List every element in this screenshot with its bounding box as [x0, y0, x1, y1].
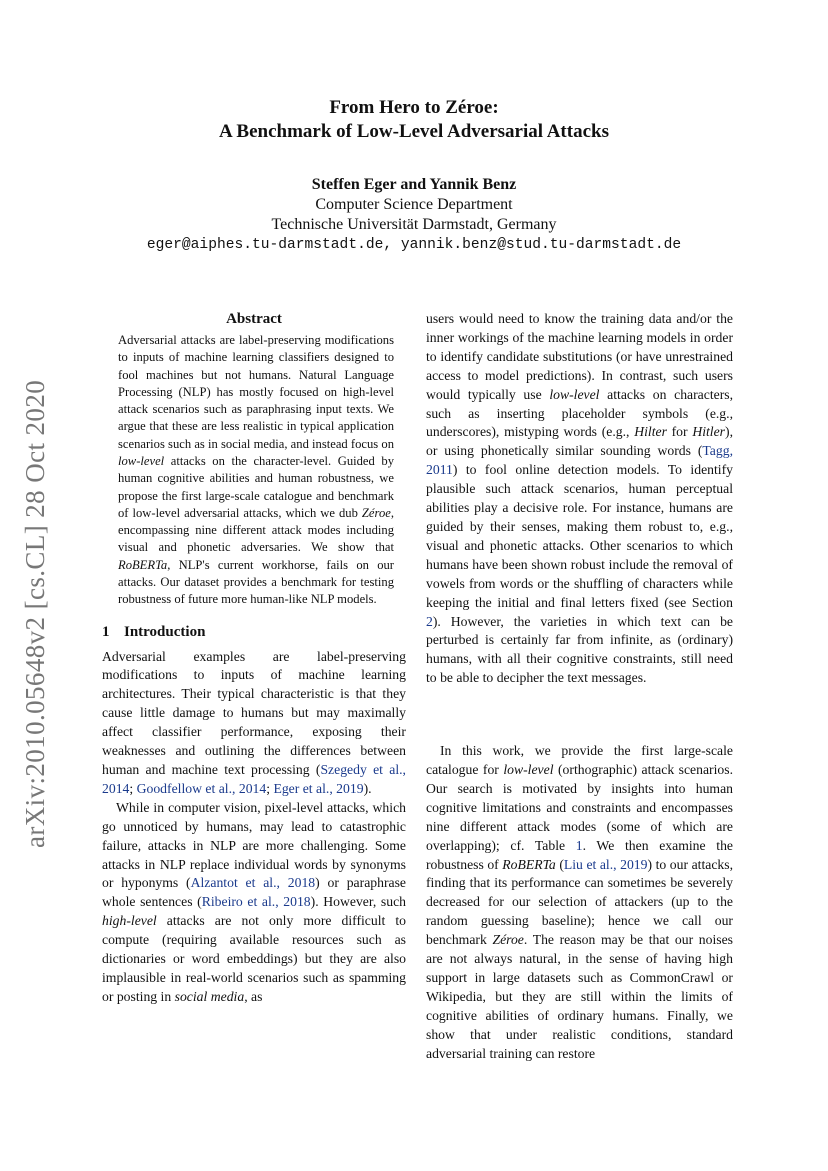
- left-column: [102, 310, 406, 1007]
- intro-paragraph-2: While in computer vision, pixel-level attacks, which go unnoticed by humans, may lead to catastrophic failure, attacks in NLP are more challenging. Some attacks in NLP replace individual words by synonyms or hyponyms (Alzantot et al., 2018) or paraphrase whole sentences (Ribeiro et al., 2018). However, such high-level attacks are not only more difficult to compute (requiring available resources such as dictionaries or word embeddings) but they are also implausible in real-world scenarios such as spamming or posting in social media, as: [102, 799, 407, 1004]
- intro-paragraph-2-continued: users would need to know the training data and/or the inner workings of the machine learning models in order to identify candidate substitutions (or have unrestrained access to model predictions). In contrast, such users would typically use low-level attacks on characters, such as inserting placeholder symbols (e.g., underscores), mistyping words (e.g., Hilter for Hitler), or using phonetically similar sounding words (Tagg, 2011) to fool online detection models. To identify plausible such attack scenarios, human perceptual abilities play a decisive role. For instance, humans are guided by their senses, making them robust to, e.g., visual and phonetic attacks. Other scenarios to which humans have been shown robust include the removal of vowels from words or the shuffling of characters while keeping the initial and final letters fixed (see Section 2). However, the varieties in which text can be perturbed is certainly far from infinite, as (ordinary) humans, with all their cognitive constraints, still need to be able to decipher the text messages.: [426, 311, 734, 686]
- section-reference-link[interactable]: 2: [426, 613, 433, 629]
- intro-paragraph-1: Adversarial examples are label-preserving modifications to inputs of machine learning architectures. Their typical characteristic is that they cause little damage to humans but may maximally affect classifier performance, exposing their weaknesses and outlining the differences between human and machine text processing (Szegedy et al., 2014; Goodfellow et al., 2014; Eger et al., 2019).: [102, 648, 406, 796]
- citation-link[interactable]: Alzantot et al., 2018: [190, 875, 316, 891]
- intro-paragraph-3: In this work, we provide the first large-scale catalogue for low-level (orthographic) attack scenarios. Our search is motivated by insights into human cognitive limitations and constraints and encompasses nine different attack modes (some of which are overlapping); cf. Table 1. We then examine the robustness of RoBERTa (Liu et al., 2019) to our attacks, finding that its performance can sometimes be severely decreased for our selection of attackers (up to the random guessing baseline); hence we call our benchmark Zéroe. The reason may be that our noises are not always natural, in the sense of having high support in large datasets such as CommonCrawl or Wikipedia, but they are still within the limits of cognitive abilities of ordinary humans. Finally, we show that under realistic conditions, standard adversarial training can restore: [426, 743, 733, 1061]
- table-reference-link[interactable]: 1: [575, 837, 583, 853]
- section-title: Introduction: [124, 623, 206, 640]
- arxiv-stamp: arXiv:2010.05648v2 [cs.CL] 28 Oct 2020: [20, 379, 50, 848]
- citation-link[interactable]: Szegedy et al., 2014: [102, 762, 406, 796]
- title-line-2: A Benchmark of Low-Level Adversarial Attacks: [218, 121, 609, 142]
- section-heading-introduction: [102, 623, 406, 642]
- section-number: 1: [102, 623, 110, 640]
- citation-link[interactable]: Ribeiro et al., 2018: [201, 894, 311, 910]
- citation-link[interactable]: Tagg, 2011: [426, 443, 733, 478]
- citation-link[interactable]: Goodfellow et al., 2014: [136, 780, 267, 796]
- paper-title: [0, 96, 828, 144]
- right-column: [426, 310, 733, 1064]
- title-line-1: From Hero to Zéroe:: [329, 97, 499, 118]
- affiliation-department: Computer Science Department: [315, 196, 513, 213]
- citation-link[interactable]: Eger et al., 2019: [273, 780, 364, 796]
- citation-link[interactable]: Liu et al., 2019: [563, 856, 648, 872]
- author-block: [0, 175, 828, 255]
- paragraph-gap: [426, 688, 733, 742]
- abstract-heading: Abstract: [226, 311, 282, 327]
- author-emails: eger@aiphes.tu-darmstadt.de, yannik.benz@stud.tu-darmstadt.de: [146, 237, 682, 253]
- affiliation-university: Technische Universität Darmstadt, Germany: [271, 216, 557, 233]
- author-names: Steffen Eger and Yannik Benz: [311, 176, 517, 193]
- abstract-text: Adversarial attacks are label-preserving modifications to inputs of machine learning classifiers designed to fool machines but not humans. Natural Language Processing (NLP) has mostly focused on high-level attack scenarios such as paraphrasing input texts. We argue that these are less realistic in typical application scenarios such as in social media, and instead focus on low-level attacks on the character-level. Guided by human cognitive abilities and human robustness, we propose the first large-scale catalogue and benchmark of low-level adversarial attacks, which we dub Zéroe, encompassing nine different attack modes including visual and phonetic adversaries. We show that RoBERTa, NLP's current workhorse, fails on our attacks. Our dataset provides a benchmark for testing robustness of future more human-like NLP models.: [118, 332, 394, 607]
